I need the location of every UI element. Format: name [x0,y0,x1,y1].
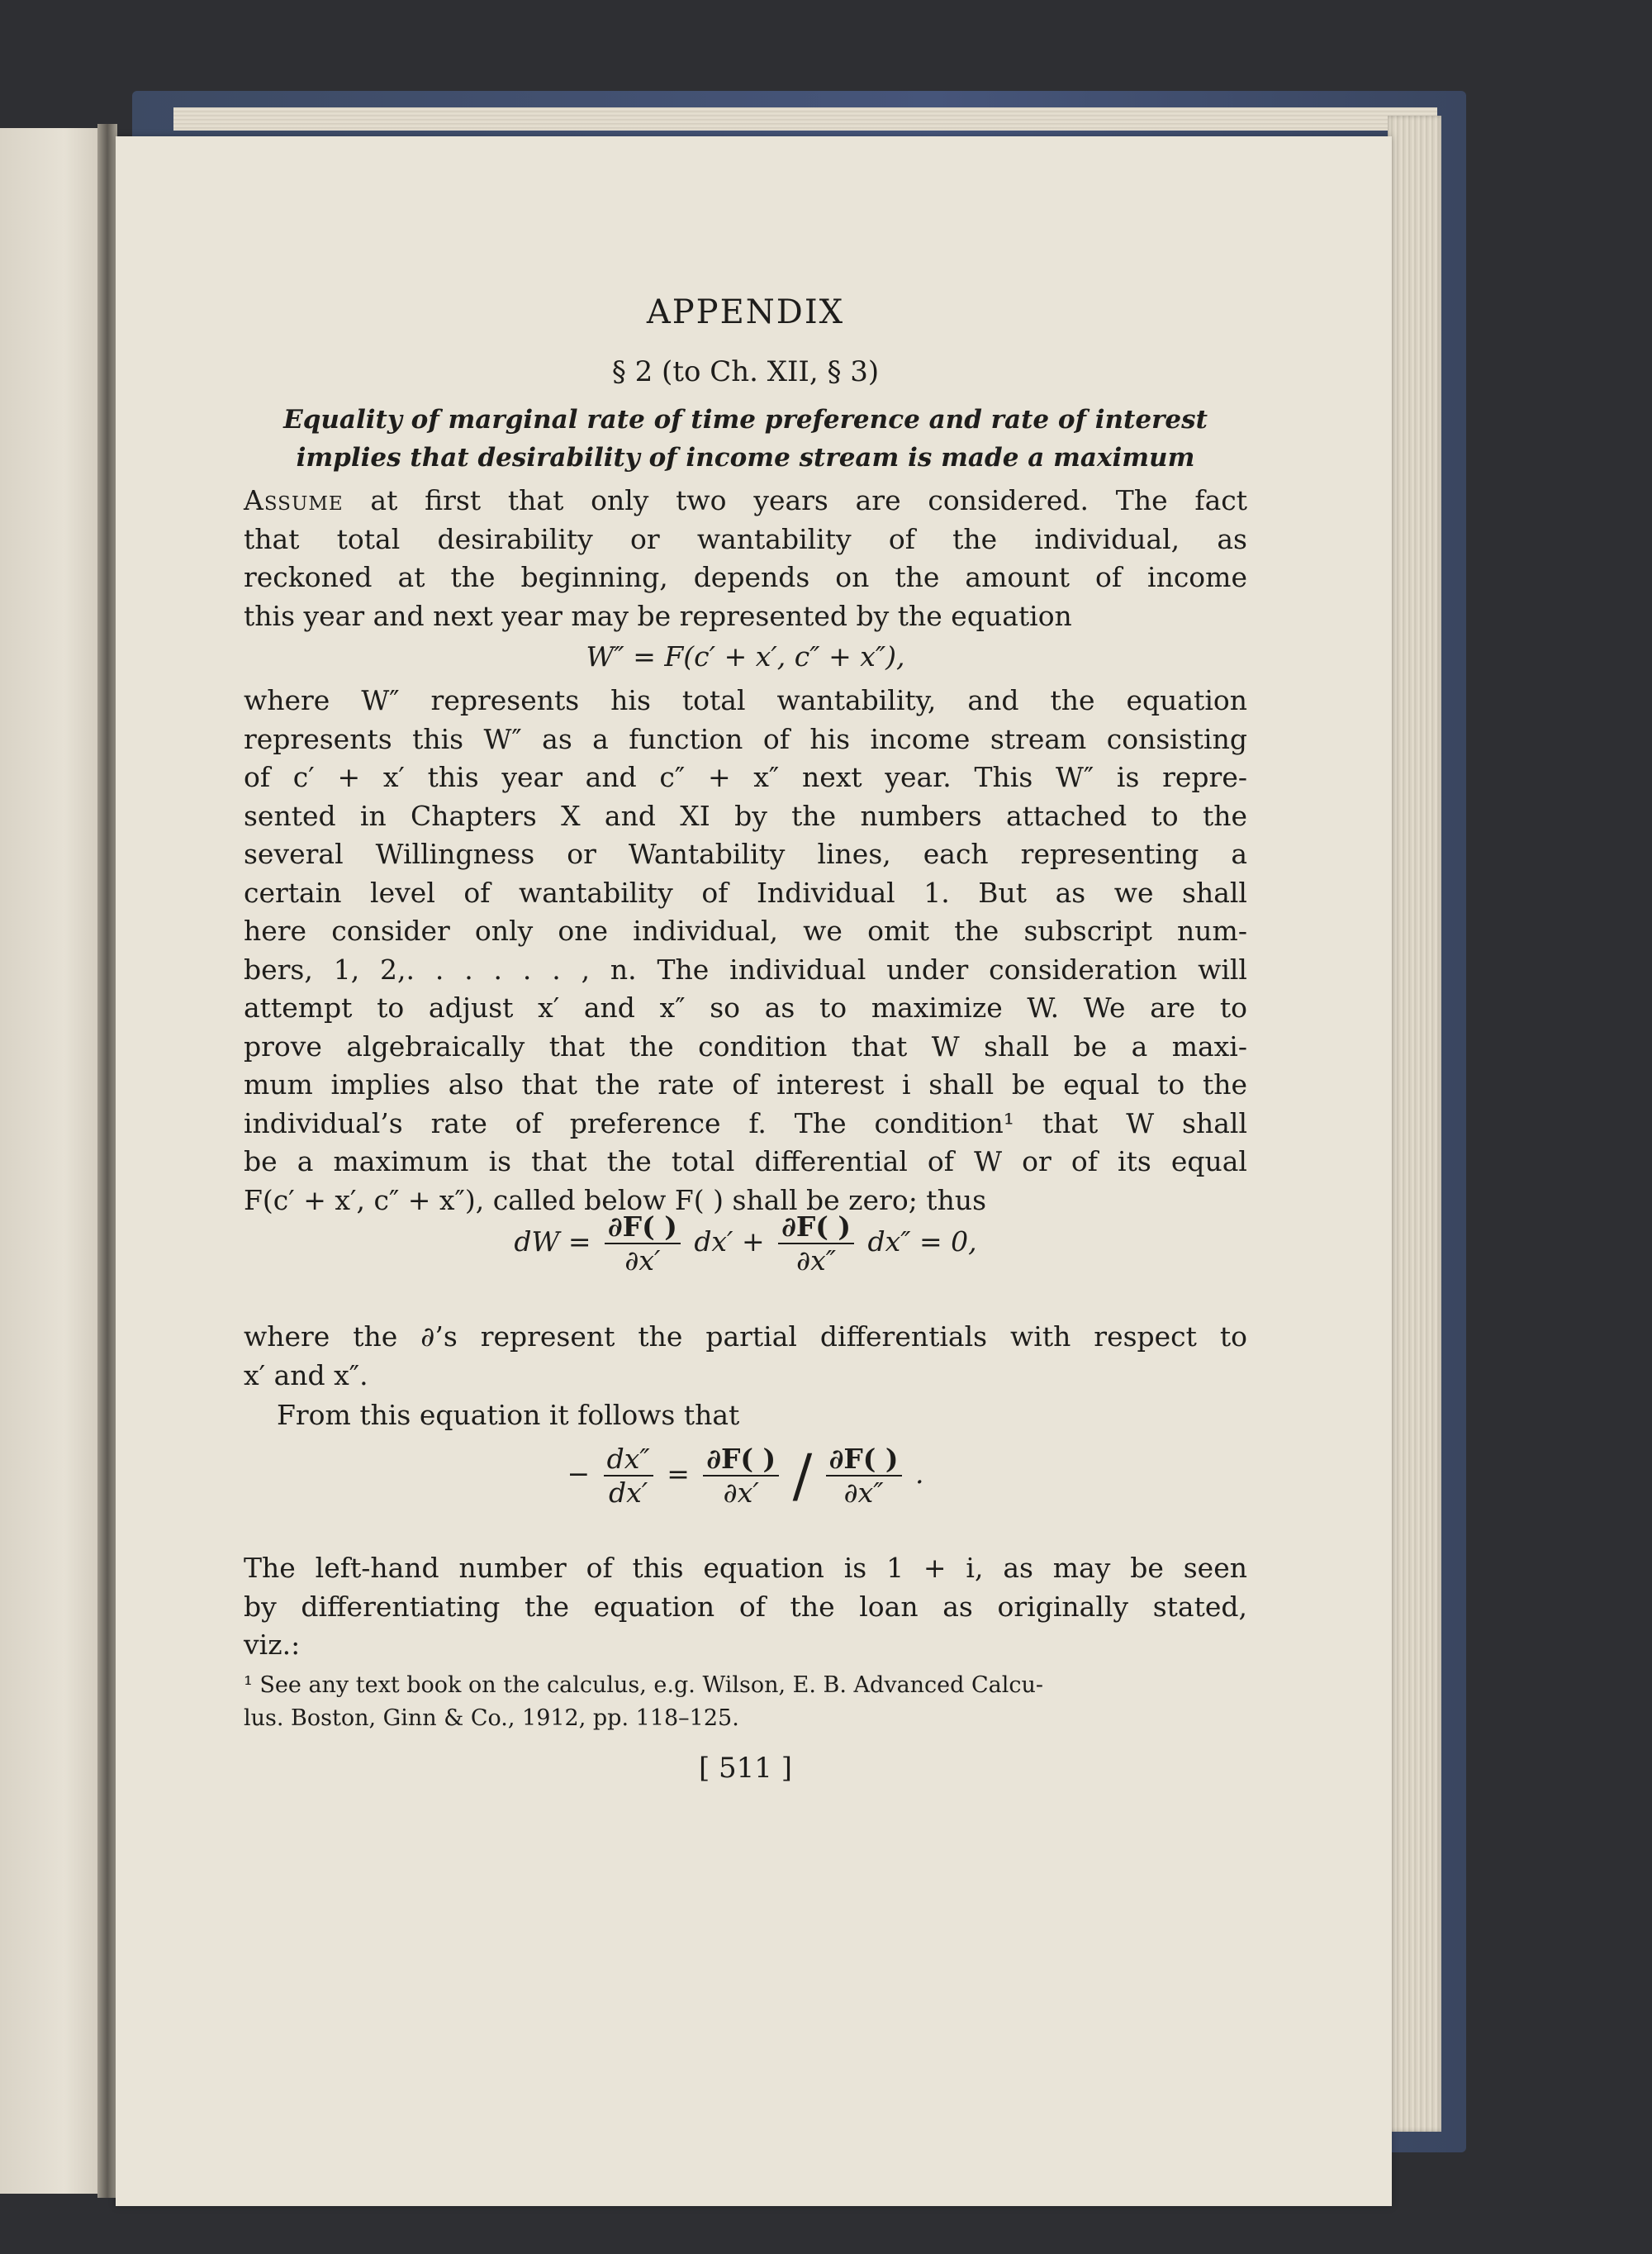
paragraph-3 [244,1318,1247,1395]
paragraph-line: reckoned at the beginning, depends on the amount of income [244,561,1247,593]
paragraph-4: From this equation it follows that [277,1399,740,1431]
paragraph-line: that total desirability or wantability of the individual, as [244,522,1247,555]
paragraph-5 [244,1549,1247,1665]
paragraph-line: certain level of wantability of Individual 1. But as we shall [244,876,1247,909]
fraction: $\frac{\partial F( )}{\partial x''}$ [778,1210,854,1277]
paragraph-line: sented in Chapters X and XI by the numbers attached to the [244,799,1247,832]
paragraph-line: attempt to adjust x′ and x″ so as to maximize W. We are to [244,991,1247,1024]
footnote-line-1: ¹ See any text book on the calculus, e.g. Wilson, E. B. Advanced Calcu- [244,1672,1044,1698]
fraction: $\frac{dx''}{dx'}$ [604,1443,653,1509]
subtitle-line-2: implies that desirability of income stream is made a maximum [296,443,1195,473]
paragraph-line: here consider only one individual, we omit the subscript num- [244,915,1247,947]
book-page [116,136,1392,2206]
paragraph-line: this year and next year may be represented by the equation [244,599,1072,632]
paragraph-line: bers, 1, 2,. . . . . . , n. The individual under consideration will [244,953,1247,986]
paragraph-line: prove algebraically that the condition that W shall be a maxi- [244,1030,1247,1063]
lead-word: Assume [244,484,344,516]
paragraph-line: by differentiating the equation of the loan as originally stated, [244,1590,1247,1623]
fraction: $\frac{\partial F( )}{\partial x''}$ [826,1443,902,1509]
equation-3: − $\frac{dx''}{dx'}$ = $\frac{\partial F( )}{\partial x'}$ / $\frac{\partial F( )}{\partial x''}$ . [567,1442,924,1510]
page-heading: APPENDIX [646,293,845,331]
paragraph-line: where W″ represents his total wantability, and the equation [244,684,1247,716]
page-stack-top-edge [173,107,1437,131]
section-title: § 2 (to Ch. XII, § 3) [611,355,880,388]
footnote-line-2: lus. Boston, Ginn & Co., 1912, pp. 118–125. [244,1705,739,1731]
paragraph-line: mum implies also that the rate of interest i shall be equal to the [244,1068,1247,1101]
paragraph-2 [244,682,1247,1220]
fraction: $\frac{\partial F( )}{\partial x'}$ [703,1443,779,1509]
paragraph-line: individual’s rate of preference f. The condition¹ that W shall [244,1106,1247,1139]
paragraph-line: Assume at first that only two years are considered. The fact [244,484,1247,516]
page-stack-edge [1388,116,1441,2132]
page-number: [ 511 ] [698,1752,793,1785]
subtitle-line-1: Equality of marginal rate of time preference and rate of interest [283,405,1208,435]
paragraph-line: where the ∂’s represent the partial differentials with respect to [244,1320,1247,1353]
fraction: $\frac{\partial F( )}{\partial x'}$ [605,1210,681,1277]
paragraph-line: of c′ + x′ this year and c″ + x″ next year. This W″ is repre- [244,761,1247,793]
footnote [244,1669,1247,1735]
paragraph-line: represents this W″ as a function of his income stream consisting [244,722,1247,755]
section-subtitle [244,401,1247,477]
facing-page [0,128,107,2194]
paragraph-line: The left-hand number of this equation is 1 + i, as may be seen [244,1552,1247,1584]
paragraph-line: be a maximum is that the total differential of W or of its equal [244,1145,1247,1177]
paragraph-line: several Willingness or Wantability lines, each representing a [244,838,1247,870]
book-gutter [97,124,117,2198]
equation-2: dW = $\frac{\partial F( )}{\partial x'}$ dx′ + $\frac{\partial F( )}{\partial x''}$ dx″ = 0, [514,1210,977,1277]
paragraph-line: viz.: [244,1629,301,1661]
paragraph-line: F(c′ + x′, c″ + x″), called below F( ) shall be zero; thus [244,1183,987,1216]
paragraph-line: x′ and x″. [244,1358,368,1391]
paragraph-1 [244,482,1247,635]
equation-1: W″ = F(c′ + x′, c″ + x″), [586,640,905,673]
